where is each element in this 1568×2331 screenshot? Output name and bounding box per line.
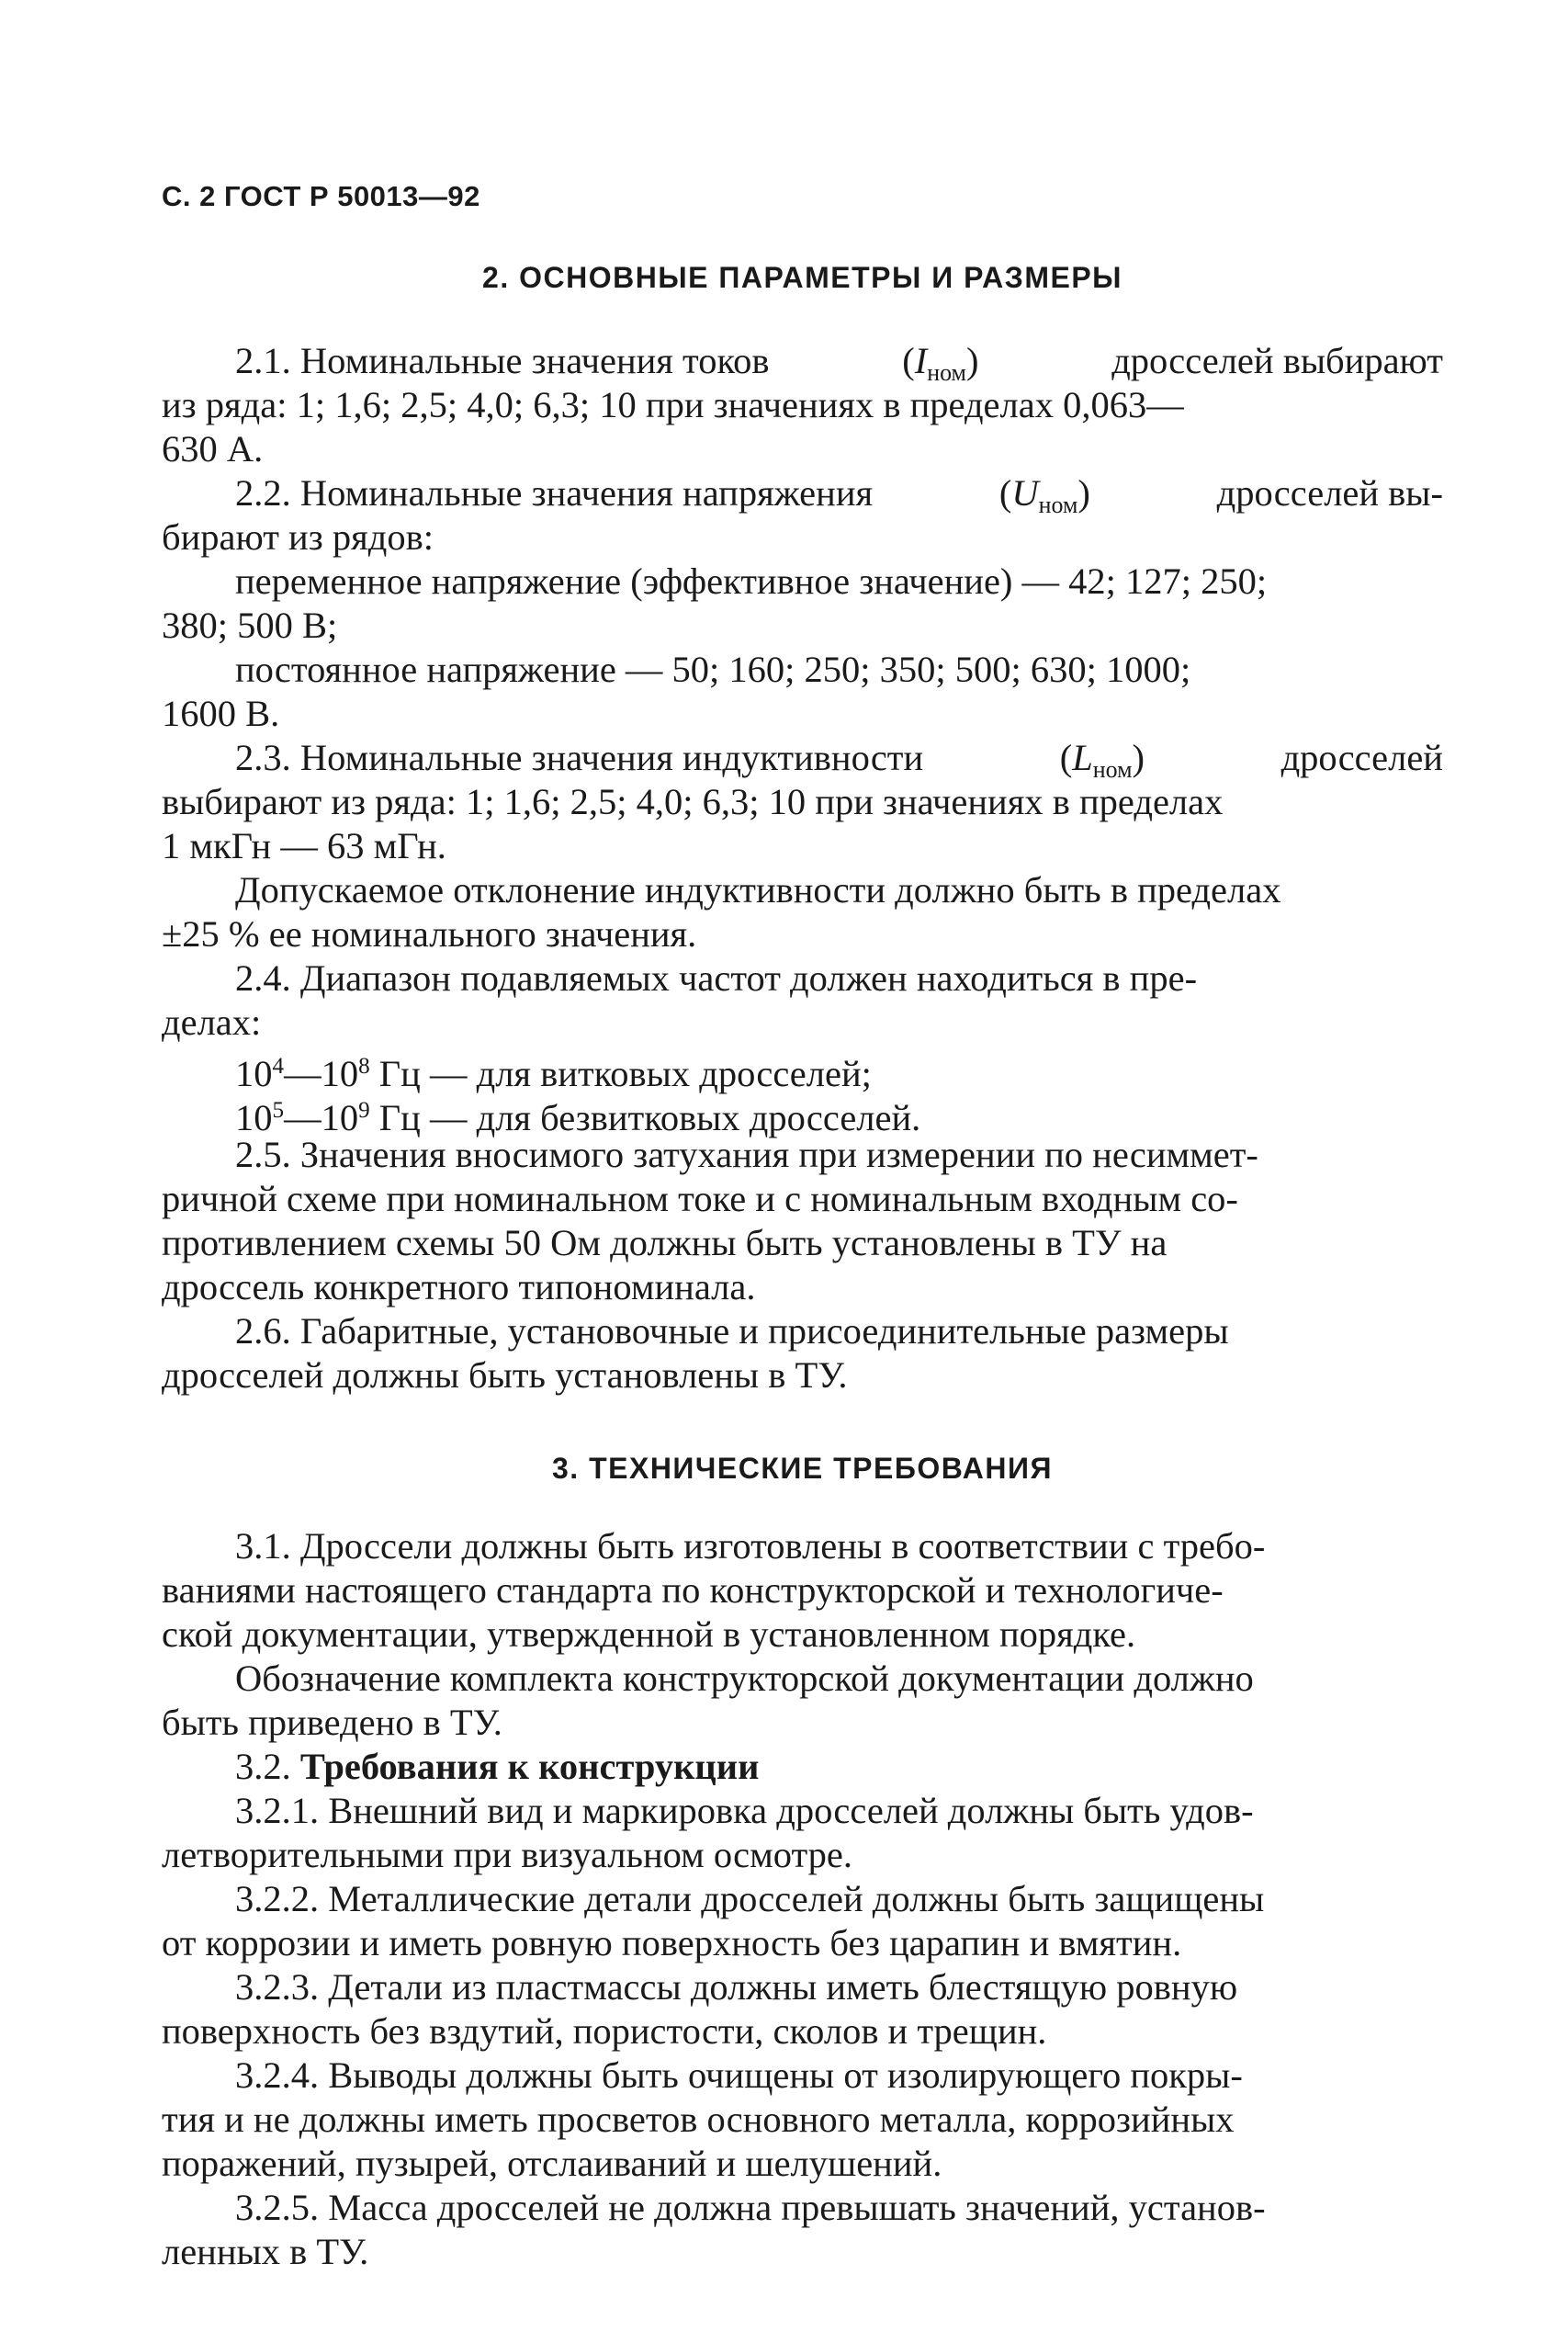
subsection-3-2-heading: 3.2. Требования к конструкции — [235, 1746, 760, 1787]
para-2-2-ac-line-2: 380; 500 В; — [162, 605, 338, 646]
para-3-2-5-line-1: 3.2.5. Масса дросселей не должна превышать значений, установ- — [235, 2187, 1266, 2228]
para-3-2-4-line-3: поражений, пузырей, отслаиваний и шелушений. — [162, 2143, 942, 2184]
para-2-1-line-3: 630 А. — [162, 428, 264, 470]
para-2-6-line-1: 2.6. Габаритные, установочные и присоединительные размеры — [235, 1310, 1229, 1352]
section-title-2: 2. ОСНОВНЫЕ ПАРАМЕТРЫ И РАЗМЕРЫ — [482, 261, 1122, 294]
para-2-6-line-2: дросселей должны быть установлены в ТУ. — [162, 1354, 848, 1396]
para-3-1-line-5: быть приведено в ТУ. — [162, 1702, 502, 1743]
para-2-2-dc-line-2: 1600 В. — [162, 693, 280, 734]
para-2-2-line-2: бирают из рядов: — [162, 516, 434, 558]
para-2-3-tolerance-line-1: Допускаемое отклонение индуктивности должно быть в пределах — [235, 869, 1281, 911]
para-2-3-line-1: 2.3. Номинальные значения индуктивности $(L_{ном})$ дросселей — [235, 737, 1443, 783]
para-3-1-line-4: Обозначение комплекта конструкторской документации должно — [235, 1658, 1254, 1699]
para-2-2-line-1: 2.2. Номинальные значения напряжения $(U_{ном})$ дросселей вы- — [235, 472, 1443, 518]
para-2-3-line-3: 1 мкГн — 63 мГн. — [162, 825, 446, 866]
para-3-1-line-2: ваниями настоящего стандарта по конструкторской и технологиче- — [162, 1569, 1224, 1611]
para-2-4-range-2: $10^5—10^9$ Гц — для безвитковых дросселей. — [235, 1096, 921, 1138]
para-3-2-5-line-2: ленных в ТУ. — [162, 2231, 369, 2272]
para-2-4-range-1: $10^4—10^8$ Гц — для витковых дросселей; — [235, 1052, 872, 1094]
para-2-5-line-3: противлением схемы 50 Ом должны быть установлены в ТУ на — [162, 1222, 1168, 1263]
para-3-2-4-line-2: тия и не должны иметь просветов основного металла, коррозийных — [162, 2099, 1235, 2140]
para-2-5-line-4: дроссель конкретного типономинала. — [162, 1266, 756, 1307]
para-3-2-1-line-1: 3.2.1. Внешний вид и маркировка дросселей должны быть удов- — [235, 1790, 1254, 1831]
para-2-5-line-1: 2.5. Значения вносимого затухания при измерении по несиммет- — [235, 1134, 1258, 1175]
para-3-2-2-line-1: 3.2.2. Металлические детали дросселей должны быть защищены — [235, 1878, 1265, 1919]
para-3-2-3-line-1: 3.2.3. Детали из пластмассы должны иметь блестящую ровную — [235, 1966, 1238, 2008]
para-2-5-line-2: ричной схеме при номинальном токе и с номинальным входным со- — [162, 1178, 1238, 1219]
symbol-l-nom: $(L_{ном})$ — [1059, 737, 1145, 783]
para-2-2-ac-line-1: переменное напряжение (эффективное значение) — 42; 127; 250; — [235, 560, 1268, 602]
para-2-4-line-1: 2.4. Диапазон подавляемых частот должен находиться в пре- — [235, 957, 1198, 999]
para-2-1-line-2: из ряда: 1; 1,6; 2,5; 4,0; 6,3; 10 при значениях в пределах 0,063— — [162, 384, 1184, 425]
para-2-3-line-2: выбирают из ряда: 1; 1,6; 2,5; 4,0; 6,3; 10 при значениях в пределах — [162, 781, 1224, 822]
para-2-4-line-2: делах: — [162, 1001, 262, 1043]
para-3-2-3-line-2: поверхность без вздутий, пористости, сколов и трещин. — [162, 2010, 1047, 2052]
symbol-u-nom: $(U_{ном})$ — [998, 472, 1090, 518]
para-2-1-line-1: 2.1. Номинальные значения токов $(I_{ном})$ дросселей выбирают — [235, 340, 1443, 386]
para-3-2-1-line-2: летворительными при визуальном осмотре. — [162, 1834, 852, 1875]
para-3-1-line-3: ской документации, утвержденной в установленном порядке. — [162, 1613, 1136, 1655]
para-3-2-4-line-1: 3.2.4. Выводы должны быть очищены от изолирующего покры- — [235, 2054, 1243, 2096]
para-3-2-2-line-2: от коррозии и иметь ровную поверхность без царапин и вмятин. — [162, 1922, 1182, 1963]
symbol-i-nom: $(I_{ном})$ — [902, 340, 979, 386]
para-2-2-dc-line-1: постоянное напряжение — 50; 160; 250; 350; 500; 630; 1000; — [235, 649, 1191, 690]
running-head: С. 2 ГОСТ Р 50013—92 — [162, 180, 480, 212]
para-2-3-tolerance-line-2: ±25 % ее номинального значения. — [162, 913, 697, 955]
para-3-1-line-1: 3.1. Дроссели должны быть изготовлены в соответствии с требо- — [235, 1525, 1266, 1567]
section-title-3: 3. ТЕХНИЧЕСКИЕ ТРЕБОВАНИЯ — [552, 1452, 1053, 1485]
